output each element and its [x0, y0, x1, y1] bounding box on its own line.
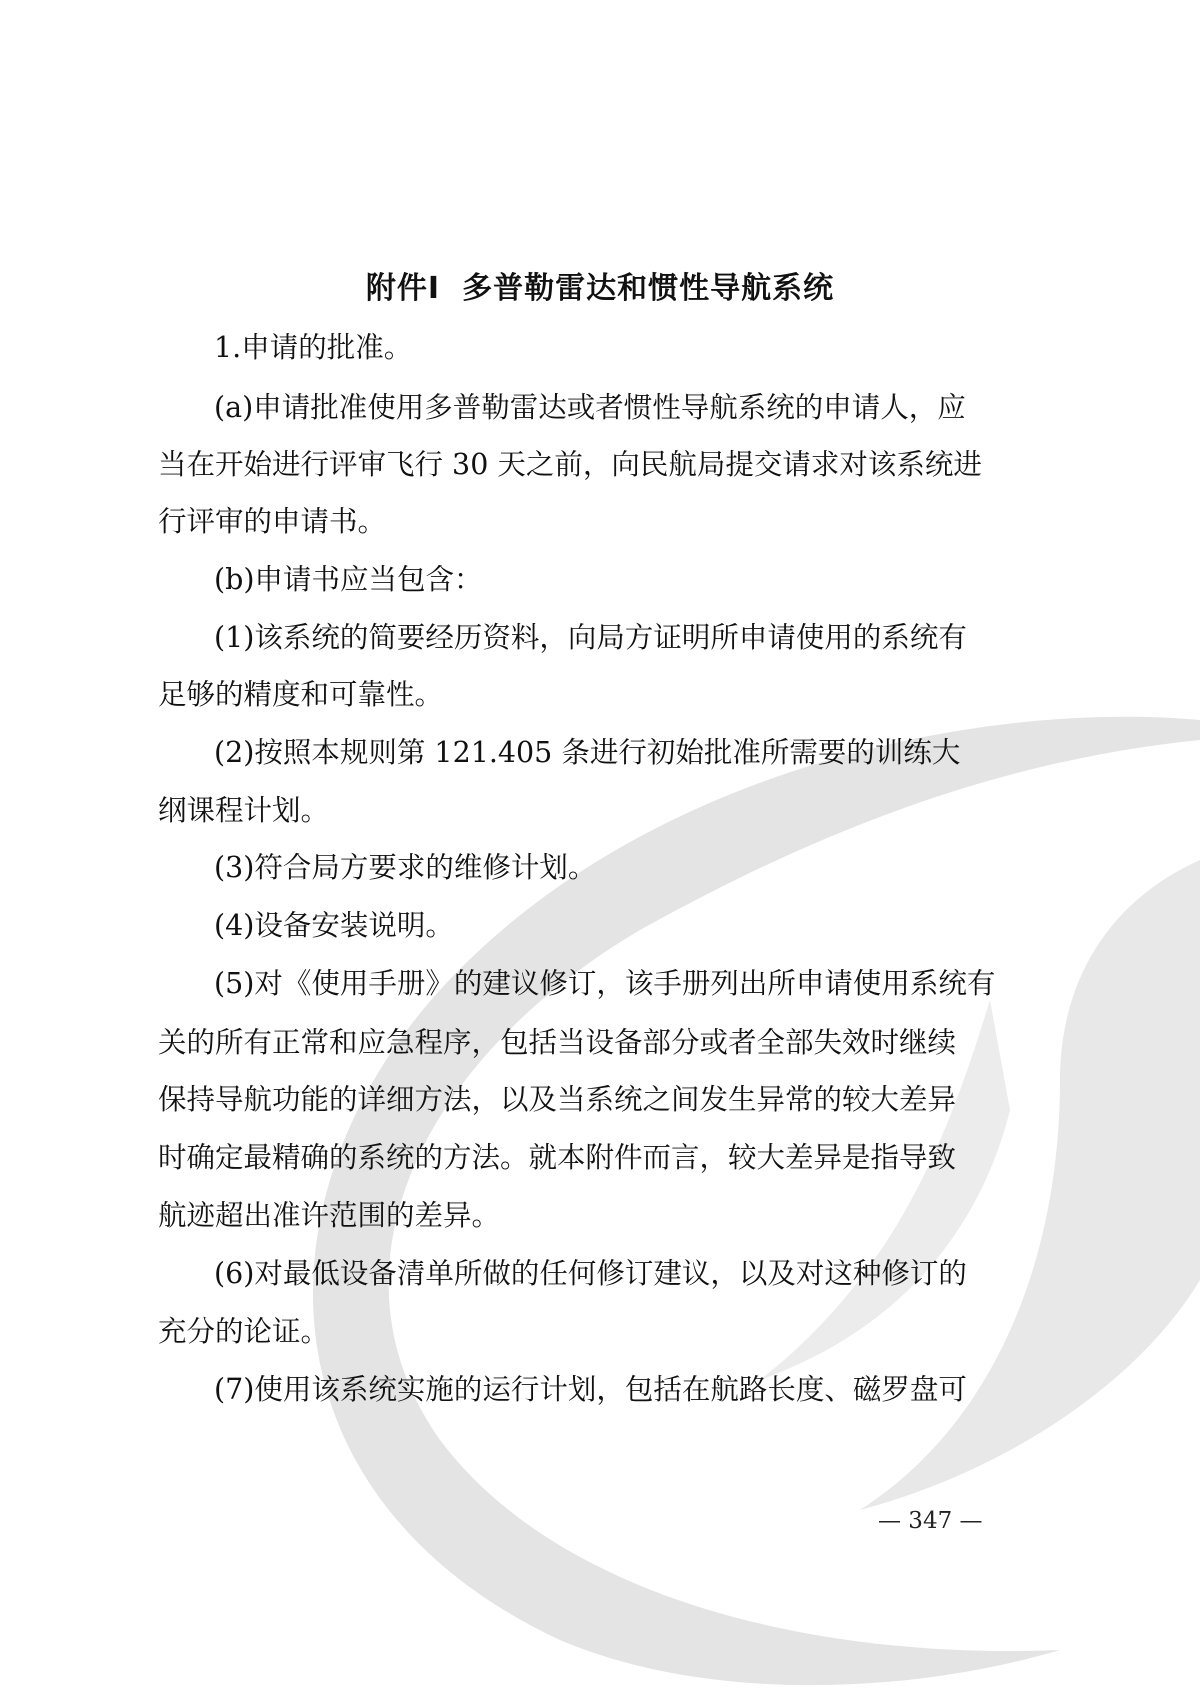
- title-prefix: 附件Ⅰ: [365, 271, 441, 306]
- text-line: (a)申请批准使用多普勒雷达或者惯性导航系统的申请人，应: [214, 391, 966, 424]
- title-main: 多普勒雷达和惯性导航系统: [462, 271, 835, 306]
- text-line: 时确定最精确的系统的方法。就本附件而言，较大差异是指导致: [158, 1141, 957, 1174]
- text-line: (1)该系统的简要经历资料，向局方证明所申请使用的系统有: [214, 621, 967, 654]
- text-line: 纲课程计划。: [158, 794, 330, 827]
- text-line: (3)符合局方要求的维修计划。: [214, 851, 597, 884]
- text-line: (5)对《使用手册》的建议修订，该手册列出所申请使用系统有: [214, 967, 996, 1000]
- text-line: (6)对最低设备清单所做的任何修订建议，以及对这种修订的: [214, 1257, 967, 1290]
- text-line: (b)申请书应当包含：: [214, 563, 483, 596]
- text-line: (7)使用该系统实施的运行计划，包括在航路长度、磁罗盘可: [214, 1373, 967, 1406]
- text-line: (4)设备安装说明。: [214, 909, 454, 942]
- text-line: (2)按照本规则第 121.405 条进行初始批准所需要的训练大: [214, 736, 961, 769]
- text-line: 当在开始进行评审飞行 30 天之前，向民航局提交请求对该系统进: [158, 448, 982, 481]
- text-line: 保持导航功能的详细方法，以及当系统之间发生异常的较大差异: [158, 1083, 957, 1116]
- text-line: 1.申请的批准。: [214, 331, 413, 364]
- text-line: 充分的论证。: [158, 1315, 330, 1348]
- page-number: — 347 —: [878, 1508, 983, 1534]
- text-line: 足够的精度和可靠性。: [158, 678, 444, 711]
- text-line: 行评审的申请书。: [158, 505, 387, 538]
- page-title: [0, 263, 1200, 307]
- text-line: 航迹超出准许范围的差异。: [158, 1199, 501, 1232]
- text-line: 关的所有正常和应急程序，包括当设备部分或者全部失效时继续: [158, 1026, 957, 1059]
